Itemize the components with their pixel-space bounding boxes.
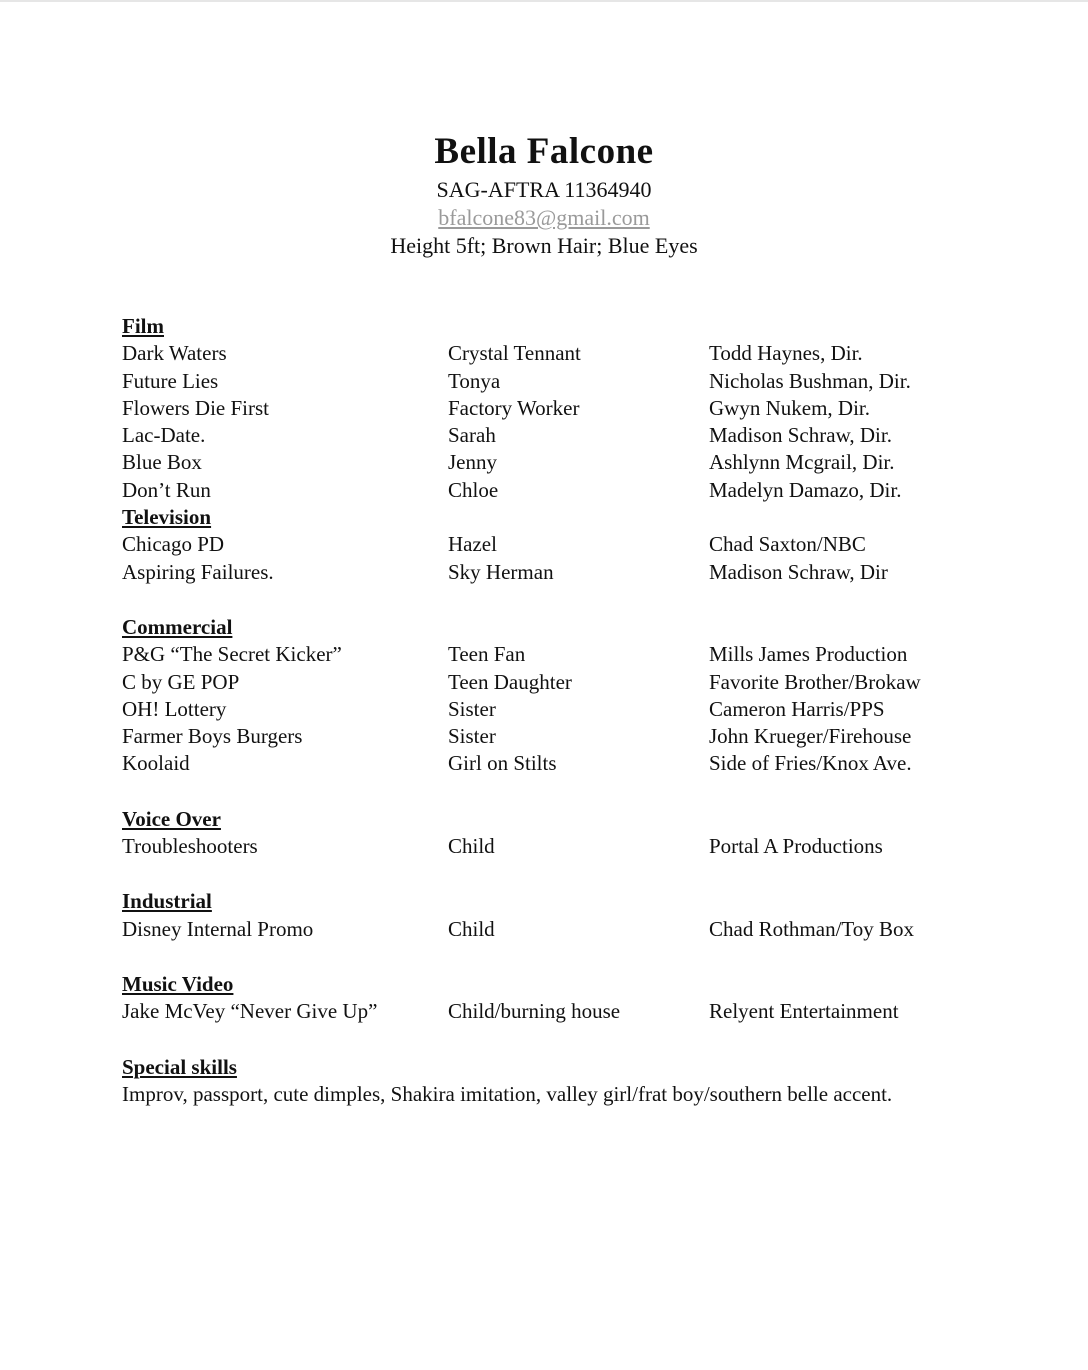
credit-row <box>122 449 962 476</box>
credit-director: Nicholas Bushman, Dir. <box>709 368 911 393</box>
credit-director: Chad Saxton/NBC <box>709 532 866 557</box>
credit-row <box>122 395 962 422</box>
credit-row <box>122 833 962 860</box>
credit-row <box>122 696 962 723</box>
credit-title: Blue Box <box>122 450 202 475</box>
credit-role: Sister <box>448 696 496 721</box>
section-heading-television: Television <box>122 505 212 530</box>
credit-role: Teen Fan <box>448 642 526 667</box>
credit-title: Lac-Date. <box>122 423 206 448</box>
credit-row <box>122 750 962 777</box>
credit-role: Child <box>448 916 495 941</box>
section-heading-music-video: Music Video <box>122 971 234 996</box>
credit-producer: Favorite Brother/Brokaw <box>709 669 921 694</box>
resume-body <box>122 313 962 1108</box>
credit-title: Koolaid <box>122 751 190 776</box>
credit-role: Factory Worker <box>448 395 580 420</box>
credit-role: Child/burning house <box>448 999 621 1024</box>
credit-row <box>122 723 962 750</box>
page-top-edge <box>0 0 1088 2</box>
credit-role: Hazel <box>448 532 497 557</box>
physical-stats: Height 5ft; Brown Hair; Blue Eyes <box>390 233 698 258</box>
credit-director: Madison Schraw, Dir <box>709 559 888 584</box>
resume-header <box>0 128 1088 260</box>
section-heading-film: Film <box>122 314 164 338</box>
credit-title: Jake McVey “Never Give Up” <box>122 999 378 1024</box>
credit-row <box>122 477 962 504</box>
credit-title: Dark Waters <box>122 341 227 366</box>
special-skills-text: Improv, passport, cute dimples, Shakira imitation, valley girl/frat boy/southern belle accent. <box>122 1081 893 1106</box>
credit-title: Don’t Run <box>122 477 211 502</box>
credit-director: Madelyn Damazo, Dir. <box>709 477 902 502</box>
credit-role: Child <box>448 834 495 859</box>
credit-role: Jenny <box>448 450 497 475</box>
credit-row <box>122 422 962 449</box>
credit-producer: Portal A Productions <box>709 834 883 859</box>
actor-name: Bella Falcone <box>434 131 654 172</box>
credit-director: Todd Haynes, Dir. <box>709 341 863 366</box>
section-heading-industrial: Industrial <box>122 889 212 914</box>
credit-title: Future Lies <box>122 368 219 393</box>
credit-role: Tonya <box>448 368 501 393</box>
credit-title: Chicago PD <box>122 532 225 557</box>
credit-title: Flowers Die First <box>122 395 269 420</box>
credit-producer: Side of Fries/Knox Ave. <box>709 751 912 776</box>
credit-title: OH! Lottery <box>122 696 227 721</box>
credit-title: Troubleshooters <box>122 834 258 859</box>
credit-role: Chloe <box>448 477 499 502</box>
credit-title: Aspiring Failures. <box>122 559 274 584</box>
credit-role: Sarah <box>448 423 496 448</box>
credit-director: Madison Schraw, Dir. <box>709 423 892 448</box>
credit-row <box>122 559 962 586</box>
section-heading-commercial: Commercial <box>122 614 233 639</box>
credit-role: Teen Daughter <box>448 669 572 694</box>
union-number: SAG-AFTRA 11364940 <box>436 177 652 202</box>
credit-producer: Relyent Entertainment <box>709 999 899 1024</box>
credit-role: Crystal Tennant <box>448 341 581 366</box>
credit-producer: John Krueger/Firehouse <box>709 724 912 749</box>
credit-row <box>122 998 962 1025</box>
credit-director: Ashlynn Mcgrail, Dir. <box>709 450 895 475</box>
credit-row <box>122 669 962 696</box>
credit-row <box>122 368 962 395</box>
credit-producer: Cameron Harris/PPS <box>709 696 885 721</box>
email-link[interactable]: bfalcone83@gmail.com <box>438 205 650 230</box>
section-heading-voice-over: Voice Over <box>122 806 221 831</box>
credit-role: Sister <box>448 724 496 749</box>
credit-row <box>122 641 962 668</box>
credit-title: Farmer Boys Burgers <box>122 724 303 749</box>
credit-title: C by GE POP <box>122 669 240 694</box>
credit-director: Gwyn Nukem, Dir. <box>709 395 870 420</box>
credit-producer: Chad Rothman/Toy Box <box>709 916 915 941</box>
credit-producer: Mills James Production <box>709 642 908 667</box>
credit-row <box>122 531 962 558</box>
section-heading-special-skills: Special skills <box>122 1054 237 1079</box>
credit-title: Disney Internal Promo <box>122 916 314 941</box>
credit-row <box>122 916 962 943</box>
credit-row <box>122 340 962 367</box>
credit-role: Sky Herman <box>448 559 554 584</box>
credit-role: Girl on Stilts <box>448 751 557 776</box>
credit-title: P&G “The Secret Kicker” <box>122 642 342 667</box>
